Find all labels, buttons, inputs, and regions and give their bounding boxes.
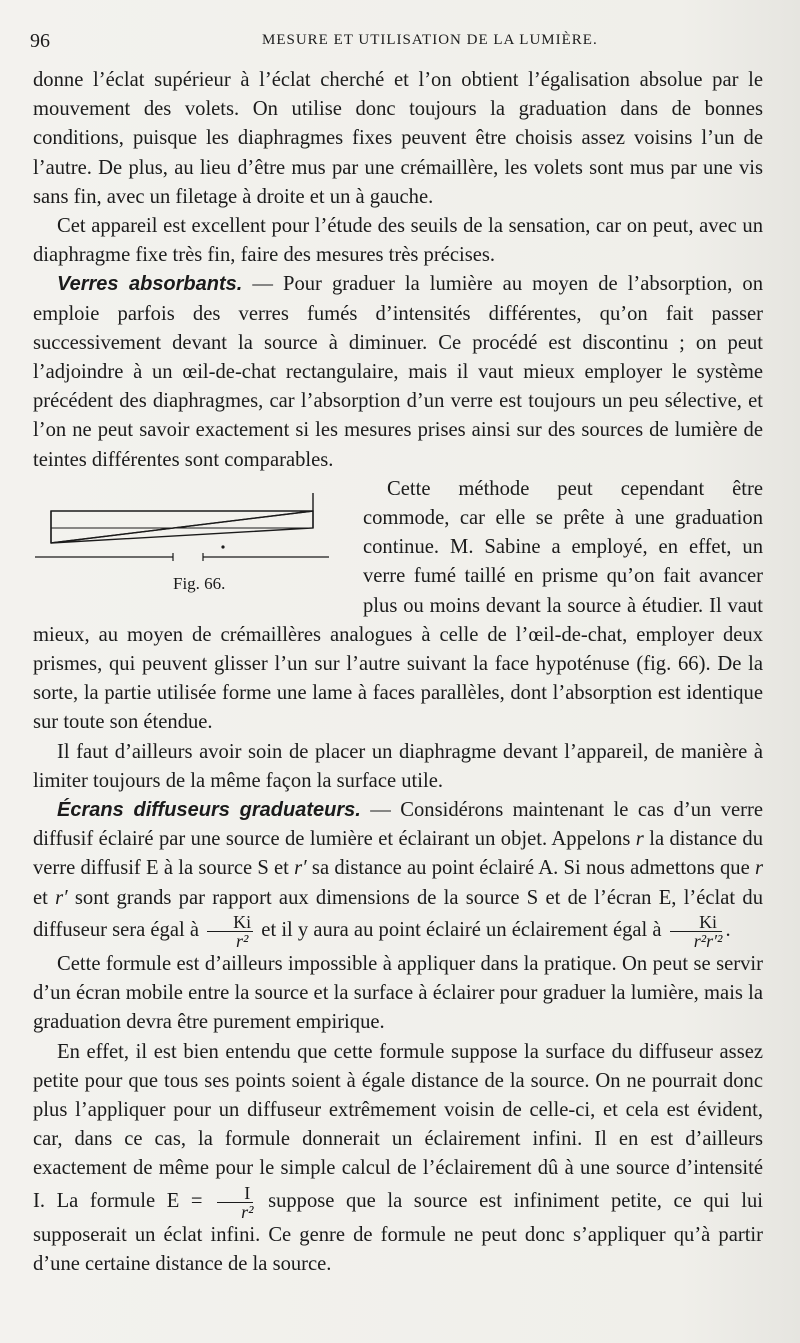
section-heading-verres-absorbants: Verres absorbants. [57,273,243,296]
prism-diagram [33,483,333,573]
paragraph-8 [33,1038,763,1279]
figure-66 [33,477,355,617]
paragraph-6-text-d: et [33,886,56,909]
formula-numerator: I [217,1184,253,1203]
variable-r: r [754,857,763,880]
formula-numerator: Ki [207,913,253,932]
formula-denominator: r² [241,1201,254,1222]
page-number: 96 [30,30,50,52]
paragraph-6-text-e: sont grands par rapport aux dimensions de la source S et de l’écran E, l’éclat du diffuseur sera égal à [33,886,763,942]
paragraph-4 [33,475,763,738]
formula-denominator: r² [235,930,249,951]
formula-denominator: r²r′² [693,930,723,951]
page-header [30,30,760,54]
formula-numerator: Ki [670,913,723,932]
paragraph-6-text-b: la distance du verre diffusif E à la source S et [33,828,763,880]
paragraph-6-text-a: — Considérons maintenant le cas d’un verre diffusif éclairé par une source de lumière et éclairant un objet. Appelons [33,799,763,851]
lower-prism-wedge [51,511,313,543]
variable-r-prime: r′ [294,857,307,880]
paragraph-6-text-c: sa distance au point éclairé A. Si nous admettons que [306,857,755,880]
paragraph-2: Cet appareil est excellent pour l’étude des seuils de la sensation, car on peut, avec un diaphragme fixe très fin, faire des mesures très précises. [33,215,763,267]
running-title: MESURE ET UTILISATION DE LA LUMIÈRE. [262,32,598,48]
paragraph-3 [33,270,763,474]
variable-r: r [635,828,644,851]
variable-r-prime: r′ [55,886,68,909]
diagram-dot [221,545,224,548]
paragraph-6-text-f: et il y aura au point éclairé un éclairement égal à [256,919,667,942]
paragraph-1: donne l’éclat supérieur à l’éclat cherché et l’on obtient l’égalisation absolue par le mouvement des volets. On utilise donc toujours la graduation dans de bonnes conditions, puisque les diaphragmes fixes peuvent être choisis assez voisins l’un de l’autre. De plus, au lieu d’être mus par une crémaillère, les volets sont mus par une vis sans fin, avec un filetage à droite et un à gauche. [33,69,763,208]
paragraph-3-text: — Pour graduer la lumière au moyen de l’absorption, on emploie parfois des verres fumés d’intensités différentes, qu’on fait passer successivement devant la source à diminuer. Ce procédé est discontinu ; on peut l’adjoindre à un œil-de-chat rectangulaire, mais il vaut mieux employer le système précédent des diaphragmes, car l’absorption d’un verre est toujours un peu sélective, et l’on ne peut savoir exactement si les mesures prises ainsi sur des sources de lumière de teintes différentes sont comparables. [33,273,763,471]
formula-i-over-r2 [217,1184,253,1221]
paragraph-7: Cette formule est d’ailleurs impossible à appliquer dans la pratique. On peut se servir d’un écran mobile entre la source et la surface à éclairer pour graduer la lumière, mais la graduation devra être purement empirique. [33,952,763,1034]
formula-ki-over-r2 [207,913,253,950]
paragraph-8-text-b: suppose que la source est infiniment petite, ce qui lui supposerait un éclat infini. Ce genre de formule ne peut donc s’appliquer qu’à partir d’une certaine distance de la source. [33,1189,763,1275]
figure-caption: Fig. 66. [173,573,226,593]
paragraph-6-text-g: . [725,919,731,942]
paragraph-8-text-a: En effet, il est bien entendu que cette formule suppose la surface du diffuseur assez petite pour que tous ses points soient à égale distance de la source. On ne pourrait donc plus l’appliquer pour un diffuseur extrêmement voisin de celle-ci, et cela est évident, car, dans ce cas, la formule donnerait un éclairement infini. Il en est d’ailleurs exactement de même pour le simple calcul de l’éclairement dû à une source d’intensité I. La formule E = [33,1040,763,1212]
paragraph-4-text: Cette méthode peut cependant être commode, car elle se prête à une graduation continue. M. Sabine a employé, en effet, un verre fumé taillé en prisme qu’on fait avancer plus ou moins devant la source à étudier. Il vaut mieux, au moyen de crémaillères analogues à celle de l’œil-de-chat, employer deux prismes, qui peuvent glisser l’un sur l’autre suivant la face hypoténuse (fig. 66). De la sorte, la partie utilisée forme une lame à faces parallèles, dont l’absorption est identique sur toute son étendue. [33,477,763,734]
paragraph-5: Il faut d’ailleurs avoir soin de placer un diaphragme devant l’appareil, de manière à limiter toujours de la même façon la surface utile. [33,740,763,792]
section-heading-ecrans-diffuseurs: Écrans diffuseurs graduateurs. [57,799,361,822]
paragraph-6 [33,796,763,950]
page-body [33,66,763,1279]
formula-ki-over-r2-rprime2 [670,913,723,950]
